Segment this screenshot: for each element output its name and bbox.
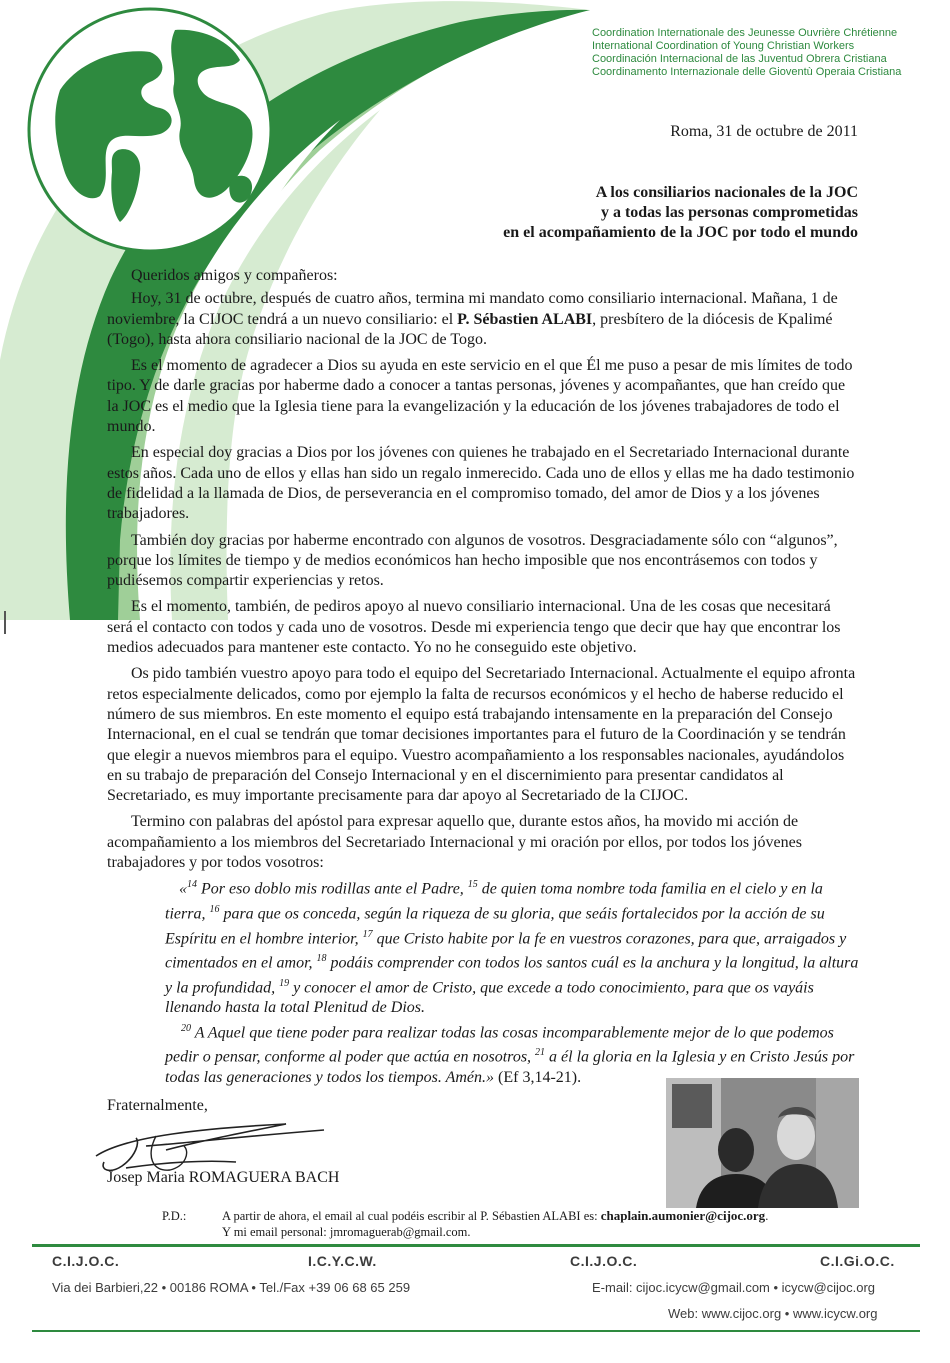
org-name-en: International Coordination of Young Christian Workers xyxy=(592,40,855,52)
footer-web: Web: www.cijoc.org • www.icycw.org xyxy=(668,1306,878,1321)
paragraph-2: Es el momento de agradecer a Dios su ayuda en este servicio en el que Él me puso a pesar de mis límites de todo tipo. Y de darle gracias por haberme dado a conocer a tantas personas, jóvenes y acompañantes, que han creído que la JOC es el medio que la Iglesia tiene para la evangelización y la educación de los jóvenes trabajadores de todo el mundo. xyxy=(107,357,853,436)
photo-two-priests xyxy=(666,1078,859,1208)
footer-heading-cijoc: C.I.J.O.C. xyxy=(52,1253,120,1269)
footer-heading-cigioc: C.I.Gi.O.C. xyxy=(820,1253,895,1269)
footer-heading-cijoc-2: C.I.J.O.C. xyxy=(570,1253,638,1269)
postscript-line-1: A partir de ahora, el email al cual podéis escribir al P. Sébastien ALABI es: chaplain.aumonier@cijoc.org. xyxy=(222,1208,769,1223)
addressee-line: y a todas las personas comprometidas xyxy=(600,204,858,221)
quote-verses-20-21: $^{20}$ A Aquel que tiene poder para realizar todas las cosas incomparablemente mejor de lo que podemos pedir o pensar, conforme al poder que actúa en nosotros, $^{21}$ a él la gloria en la Iglesia y en Cristo Jesús por todas las generaciones y todos los tiempos. Amén.» (Ef 3,14-21). xyxy=(165,1022,855,1086)
org-name-fr: Coordination Internationale des Jeunesse Ouvrière Chrétienne xyxy=(592,27,898,39)
postscript-label: P.D.: xyxy=(162,1209,187,1223)
organization-names xyxy=(592,27,901,79)
salutation: Queridos amigos y compañeros: xyxy=(131,267,338,284)
paragraph-6: Os pido también vuestro apoyo para todo el equipo del Secretariado Internacional. Actualmente el equipo afronta retos especialmente delicados, como por ejemplo la falta de recursos económicos y el hecho de haberse reducido el número de sus miembros. En este momento el equipo está trabajando intensamente en la preparación del Consejo Internacional, en el cual se tendrán que tomar decisiones importantes para el futuro de la Coordinación y se tendrán que elegir a nuevos miembros para el equipo. Vuestro acompañamiento a los responsables nacionales, ayudándolos en su trabajo de preparación del Consejo Internacional y en el discernimiento para presentar candidatos al Secretariado, es muy importante precisamente para dar apoyo al Secretariado de la CIJOC. xyxy=(107,665,856,805)
paragraph-4: También doy gracias por haberme encontrado con algunos de vosotros. Desgraciadamente sólo con “algunos”, porque los límites de tiempo y de medios económicos han hecho imposible que nos encontrásemos con todos y pudiésemos compartir experiencias y retos. xyxy=(107,531,838,590)
scripture-reference: (Ef 3,14-21). xyxy=(494,1068,582,1086)
margin-mark xyxy=(4,611,6,634)
signer-name: Josep Maria ROMAGUERA BACH xyxy=(107,1169,340,1186)
addressee-line: en el acompañamiento de la JOC por todo el mundo xyxy=(503,224,858,241)
footer-rule-bottom xyxy=(32,1330,920,1332)
paragraph-5: Es el momento, también, de pediros apoyo al nuevo consiliario internacional. Una de les cosas que necesitará será el contacto con todos y cada uno de vosotros. Desde mi experiencia tengo que decir que hay que encontrar los medios adecuados para mantener este contacto. Yo no he conseguido este objetivo. xyxy=(107,598,841,657)
letter-body xyxy=(107,266,859,1088)
paragraph-1: Hoy, 31 de octubre, después de cuatro años, termina mi mandato como consiliario internacional. Mañana, 1 de noviembre, la CIJOC tendrá a un nuevo consiliario: el P. Sébastien ALABI, presbítero de la diócesis de Kpalimé (Togo), hasta ahora consiliario nacional de la JOC de Togo. xyxy=(107,290,838,348)
footer-address: Via dei Barbieri,22 • 00186 ROMA • Tel./Fax +39 06 68 65 259 xyxy=(52,1280,411,1295)
paragraph-7: Termino con palabras del apóstol para expresar aquello que, durante estos años, ha movido mi acción de acompañamiento a los miembros del Secretariado Internacional y mi oración por ellos, por todos los jóvenes trabajadores y por todos vosotros: xyxy=(107,813,802,872)
closing: Fraternalmente, xyxy=(107,1097,208,1114)
new-chaplain-name: P. Sébastien ALABI xyxy=(457,310,593,328)
chaplain-email: chaplain.aumonier@cijoc.org xyxy=(600,1208,766,1223)
quote-verses-14-19: «$^{14}$ Por eso doblo mis rodillas ante el Padre, $^{15}$ de quien toma nombre toda familia en el cielo y en la tierra, $^{16}$ para que os conceda, según la riqueza de su gloria, que seáis fortalecidos por la acción de su Espíritu en el hombre interior, $^{17}$ que Cristo habite por la fe en vuestros corazones, para que, arraigados y cimentados en el amor, $^{18}$ podáis comprender con todos los santos cuál es la anchura y la longitud, la altura y la profundidad, $^{19}$ y conocer el amor de Cristo, que excede a todo conocimiento, para que os vayáis llenando hasta la total Plenitud de Dios. xyxy=(165,879,859,1017)
footer-email: E-mail: cijoc.icycw@gmail.com • icycw@cijoc.org xyxy=(592,1280,876,1295)
footer-heading-icycw: I.C.Y.C.W. xyxy=(308,1253,377,1269)
addressee-line: A los consiliarios nacionales de la JOC xyxy=(595,184,858,201)
postscript-line-2: Y mi email personal: jmromaguerab@gmail.com. xyxy=(222,1225,471,1239)
org-name-es: Coordinación Internacional de las Juventud Obrera Cristiana xyxy=(592,53,887,65)
letter-date: Roma, 31 de octubre de 2011 xyxy=(670,123,858,140)
footer-rule-top xyxy=(32,1244,920,1247)
addressee-block xyxy=(503,183,858,243)
scripture-quote xyxy=(165,875,859,1088)
org-name-it: Coordinamento Internazionale delle Gioventù Operaia Cristiana xyxy=(592,66,902,78)
paragraph-3: En especial doy gracias a Dios por los jóvenes con quienes he trabajado en el Secretariado Internacional durante estos años. Cada uno de ellos y ellas han sido un regalo inmerecido. Cada uno de ellos y ellas me ha dado testimonio de fidelidad a la llamada de Dios, de perseverancia en el compromiso tomado, del amor de Dios y a los jóvenes trabajadores. xyxy=(107,444,855,523)
